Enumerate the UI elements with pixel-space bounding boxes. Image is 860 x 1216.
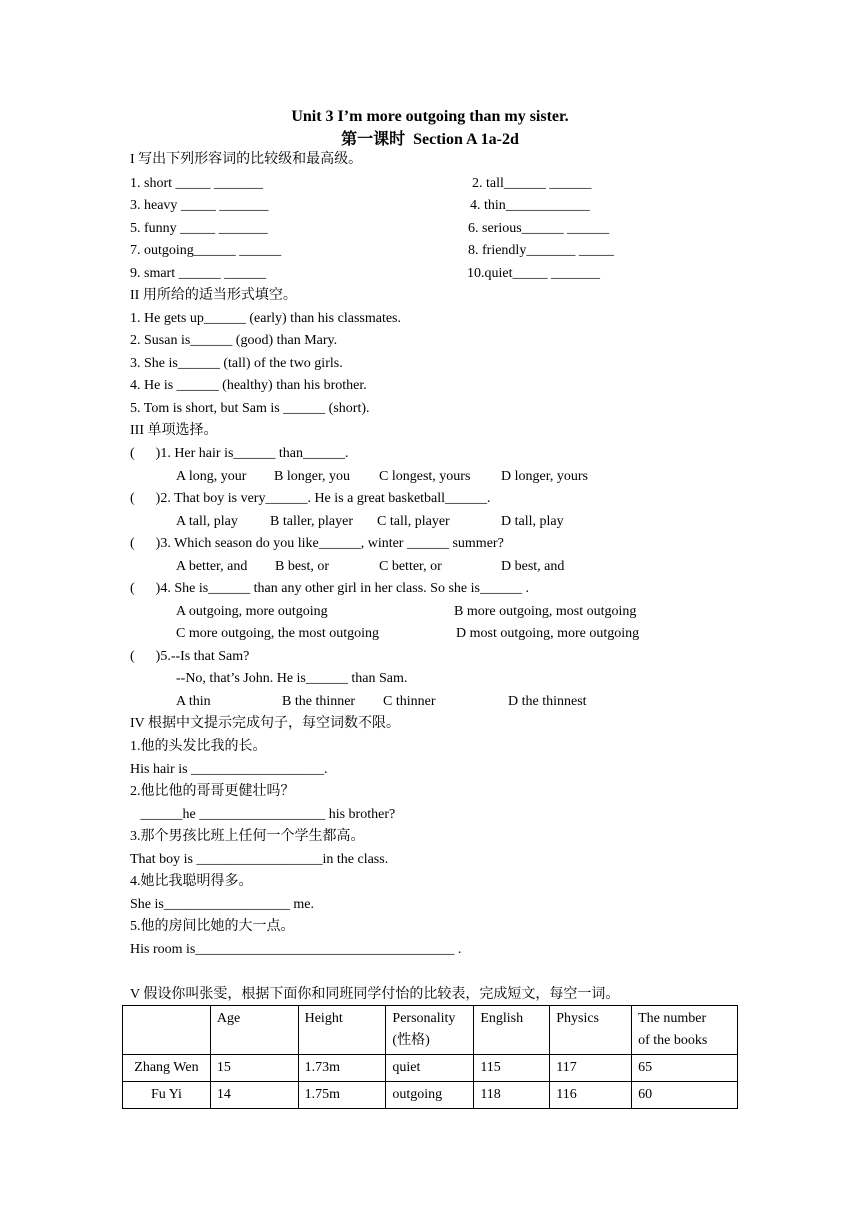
part4-item: 4.她比我聪明得多。 (130, 874, 253, 889)
question-stem: ( )1. Her hair is______ than______. (130, 446, 349, 461)
option: A better, and (176, 559, 248, 574)
table-cell: 65 (632, 1055, 738, 1082)
question-stem: ( )5.--Is that Sam? (130, 649, 250, 664)
part1-item: 9. smart ______ ______ (130, 266, 267, 281)
table-cell: Fu Yi (123, 1082, 211, 1109)
part1-item: 4. thin____________ (470, 198, 590, 213)
table-cell: 1.73m (298, 1055, 386, 1082)
table-cell: 117 (550, 1055, 632, 1082)
option: D best, and (501, 559, 565, 574)
table-header-cell: Age (210, 1006, 298, 1055)
worksheet-subtitle: 第一课时 Section A 1a-2d (341, 131, 519, 148)
option: D most outgoing, more outgoing (456, 626, 640, 641)
option: C longest, yours (379, 469, 471, 484)
part3-heading: III 单项选择。 (130, 423, 218, 438)
option: D the thinnest (508, 694, 587, 709)
part4-item: His hair is ___________________. (130, 762, 328, 777)
option: C tall, player (377, 514, 450, 529)
part2-item: 2. Susan is______ (good) than Mary. (130, 333, 338, 348)
part4-item: 1.他的头发比我的长。 (130, 739, 267, 754)
option: D tall, play (501, 514, 564, 529)
option: A long, your (176, 469, 247, 484)
table-cell: Zhang Wen (123, 1055, 211, 1082)
part4-item: 5.他的房间比她的大一点。 (130, 919, 295, 934)
question-stem-continued: --No, that’s John. He is______ than Sam. (176, 671, 408, 686)
part2-item: 3. She is______ (tall) of the two girls. (130, 356, 343, 371)
part1-item: 2. tall______ ______ (472, 176, 592, 191)
table-header-cell (123, 1006, 211, 1055)
option: B taller, player (270, 514, 354, 529)
comparison-table (122, 1005, 738, 1109)
table-cell: 14 (210, 1082, 298, 1109)
table-row (123, 1082, 738, 1109)
option: B longer, you (274, 469, 351, 484)
worksheet-title: Unit 3 I’m more outgoing than my sister. (291, 108, 569, 125)
option: B more outgoing, most outgoing (454, 604, 637, 619)
option: B best, or (275, 559, 330, 574)
part4-item: 2.他比他的哥哥更健壮吗？ (130, 784, 295, 799)
part4-item: His room is_____________________________________ . (130, 942, 462, 957)
table-header-cell: The number of the books (632, 1006, 738, 1055)
part4-item: She is__________________ me. (130, 897, 314, 912)
part2-item: 1. He gets up______ (early) than his classmates. (130, 311, 401, 326)
part1-item: 10.quiet_____ _______ (467, 266, 600, 281)
table-cell: quiet (386, 1055, 474, 1082)
part5-heading: V 假设你叫张雯，根据下面你和同班同学付怡的比较表，完成短文，每空一词。 (130, 987, 620, 1002)
table-header-cell: English (474, 1006, 550, 1055)
part1-item: 1. short _____ _______ (130, 176, 263, 191)
option: C better, or (379, 559, 442, 574)
question-stem: ( )2. That boy is very______. He is a great basketball______. (130, 491, 491, 506)
table-header-cell: Personality (性格) (386, 1006, 474, 1055)
option: D longer, yours (501, 469, 588, 484)
option: C more outgoing, the most outgoing (176, 626, 379, 641)
part4-heading: IV 根据中文提示完成句子，每空词数不限。 (130, 716, 401, 731)
table-cell: 15 (210, 1055, 298, 1082)
option: A thin (176, 694, 211, 709)
part1-item: 8. friendly_______ _____ (468, 243, 614, 258)
table-header-cell: Physics (550, 1006, 632, 1055)
part1-item: 6. serious______ ______ (468, 221, 610, 236)
table-row (123, 1055, 738, 1082)
part4-item: ______he __________________ his brother? (130, 807, 396, 822)
table-cell: 115 (474, 1055, 550, 1082)
part2-heading: II 用所给的适当形式填空。 (130, 288, 297, 303)
option: A outgoing, more outgoing (176, 604, 328, 619)
part2-item: 5. Tom is short, but Sam is ______ (short). (130, 401, 370, 416)
part1-item: 5. funny _____ _______ (130, 221, 268, 236)
option: C thinner (383, 694, 436, 709)
part1-item: 3. heavy _____ _______ (130, 198, 269, 213)
table-cell: 116 (550, 1082, 632, 1109)
question-stem: ( )4. She is______ than any other girl in her class. So she is______ . (130, 581, 529, 596)
option: A tall, play (176, 514, 238, 529)
table-cell: outgoing (386, 1082, 474, 1109)
part4-item: 3.那个男孩比班上任何一个学生都高。 (130, 829, 365, 844)
part1-heading: I 写出下列形容词的比较级和最高级。 (130, 152, 363, 167)
table-cell: 118 (474, 1082, 550, 1109)
part4-item: That boy is __________________in the class. (130, 852, 389, 867)
part2-item: 4. He is ______ (healthy) than his brother. (130, 378, 367, 393)
question-stem: ( )3. Which season do you like______, winter ______ summer? (130, 536, 504, 551)
table-cell: 60 (632, 1082, 738, 1109)
option: B the thinner (282, 694, 356, 709)
table-header-row (123, 1006, 738, 1055)
part1-item: 7. outgoing______ ______ (130, 243, 282, 258)
table-cell: 1.75m (298, 1082, 386, 1109)
table-header-cell: Height (298, 1006, 386, 1055)
